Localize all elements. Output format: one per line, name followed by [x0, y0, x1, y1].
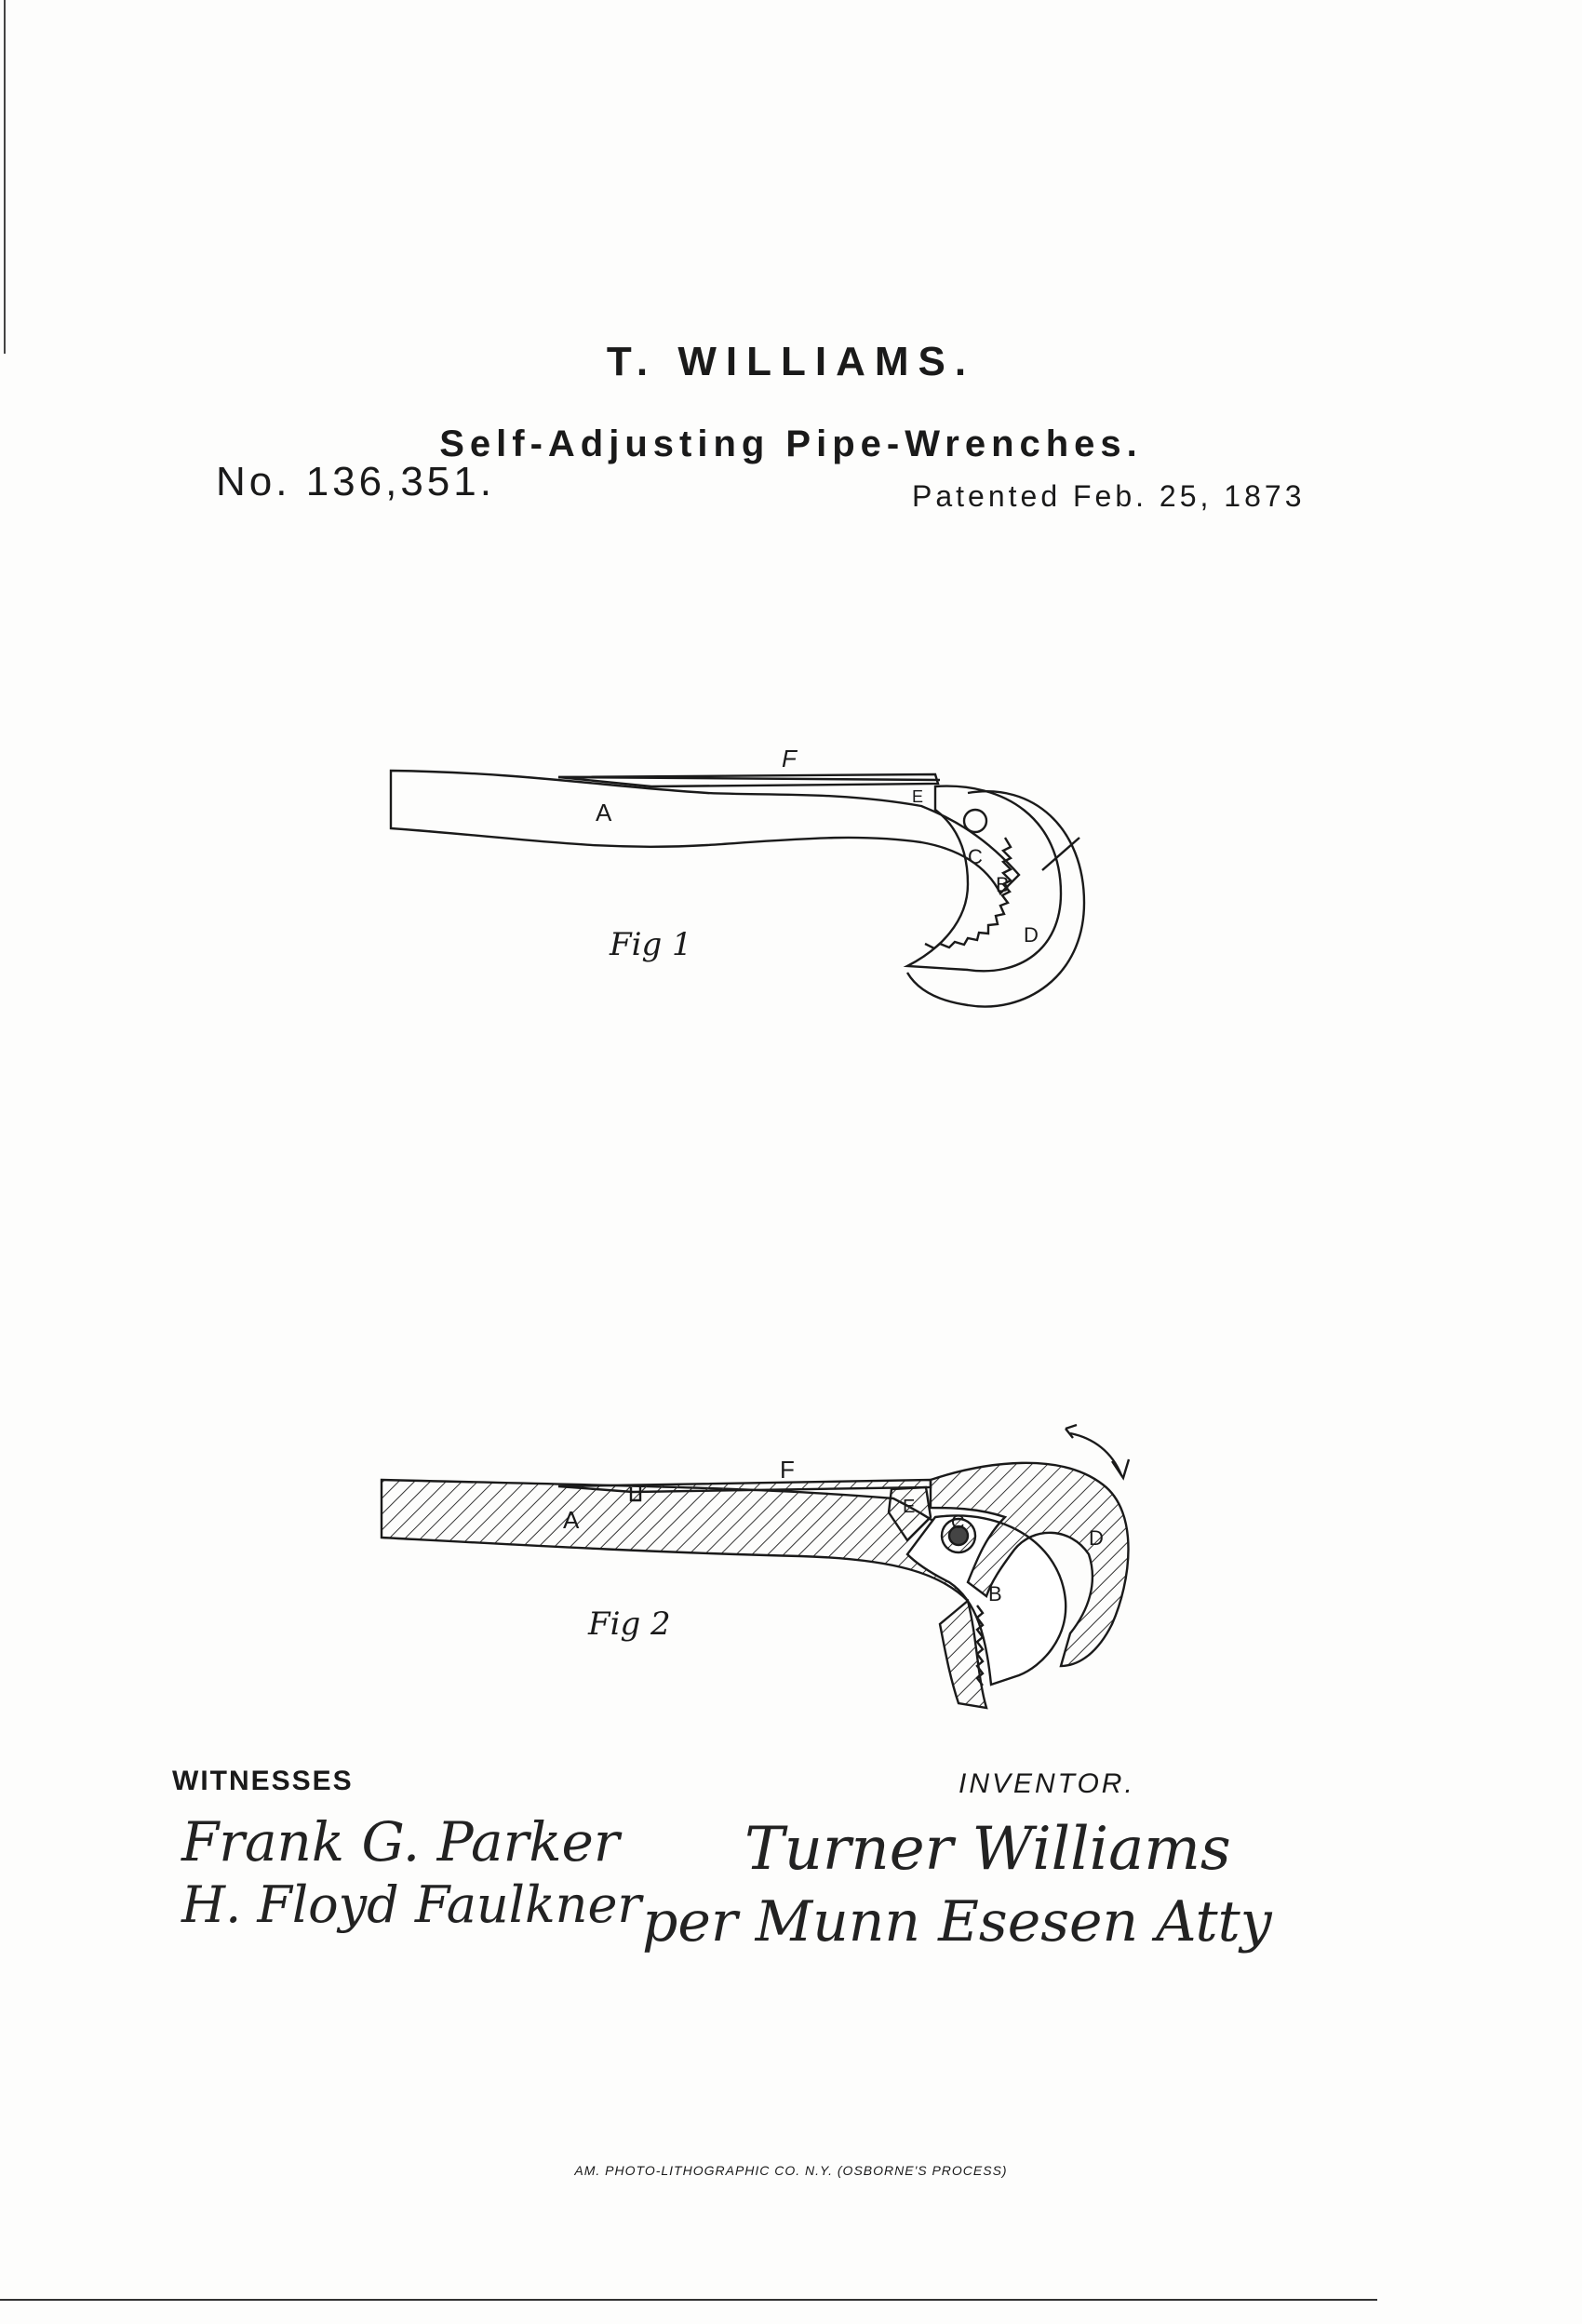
witness-signature-2: H. Floyd Faulkner — [181, 1875, 642, 1934]
fig1-label-a: A — [596, 799, 612, 826]
inventor-signature: Turner Williams — [744, 1815, 1231, 1884]
figure-2-drawing — [382, 1425, 1129, 1708]
fig2-label-f: F — [780, 1456, 795, 1484]
fig2-label-e: E — [903, 1497, 916, 1517]
patent-number: No. 136,351. — [216, 459, 495, 504]
figure-2-caption: Fig 2 — [588, 1605, 671, 1643]
fig1-jaw-d — [907, 791, 1084, 1006]
fig2-label-a: A — [563, 1506, 580, 1534]
inventor-name: T. WILLIAMS. — [606, 339, 976, 384]
fig2-label-b: B — [988, 1582, 1002, 1605]
fig1-label-d: D — [1024, 923, 1039, 947]
fig1-label-f: F — [782, 745, 797, 772]
fig2-label-d: D — [1089, 1526, 1104, 1550]
patent-date: Patented Feb. 25, 1873 — [912, 479, 1306, 513]
patent-title: Self-Adjusting Pipe-Wrenches. — [439, 423, 1143, 464]
fig2-rotation-arrow — [1070, 1433, 1121, 1475]
fig2-bar-f — [558, 1480, 931, 1492]
fig1-handle-a — [391, 771, 1019, 893]
witnesses-heading: WITNESSES — [172, 1766, 354, 1796]
inventor-heading: INVENTOR. — [959, 1768, 1135, 1799]
fig1-pivot-c — [964, 810, 986, 832]
fig1-label-b: B — [996, 873, 1010, 896]
fig1-label-c: C — [968, 845, 983, 868]
witness-signature-1: Frank G. Parker — [181, 1810, 620, 1874]
figure-1-caption: Fig 1 — [610, 926, 692, 963]
fig1-label-e: E — [912, 787, 924, 806]
printer-imprint: AM. PHOTO-LITHOGRAPHIC CO. N.Y. (OSBORNE'S PROCESS) — [574, 2163, 1008, 2178]
figure-1-drawing — [391, 771, 1084, 1007]
attorney-signature: per Munn Esesen Atty — [642, 1889, 1272, 1955]
fig2-label-c: C — [951, 1512, 965, 1533]
